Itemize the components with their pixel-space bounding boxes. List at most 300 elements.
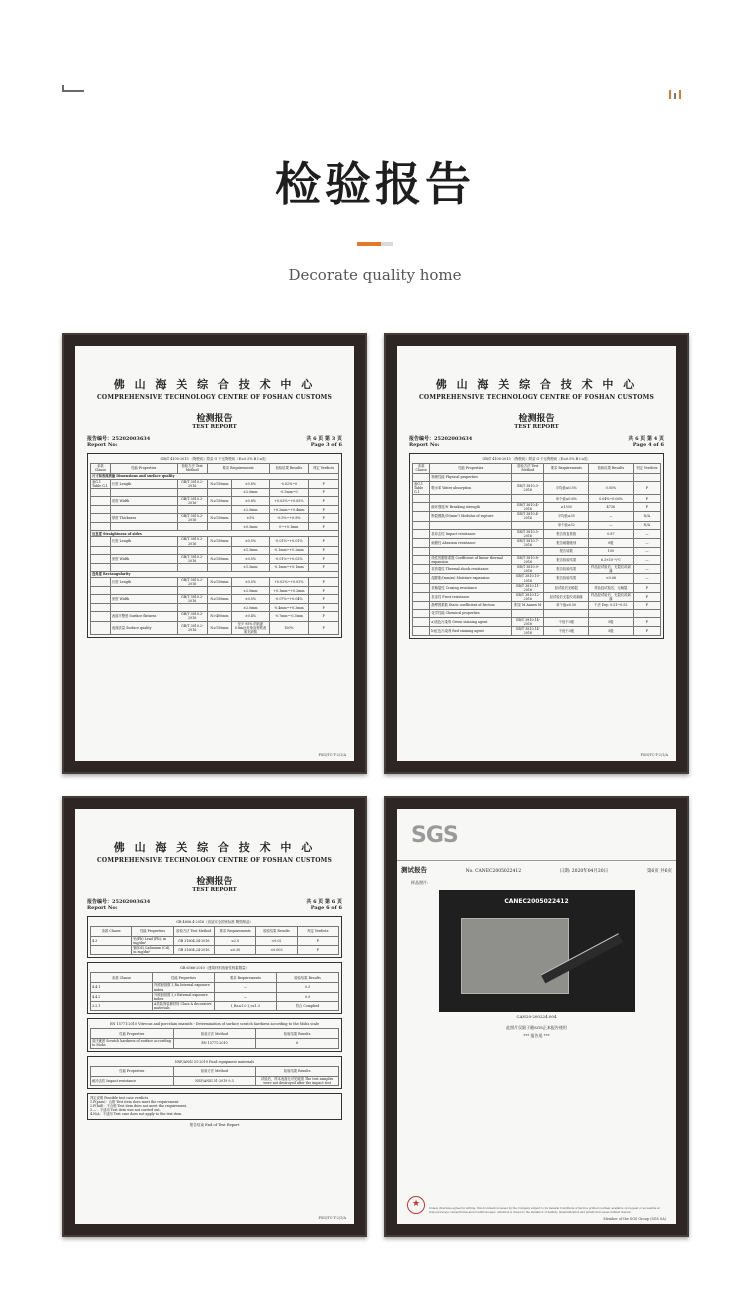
- table-row: [413, 521, 661, 529]
- cell-clause: [413, 602, 430, 610]
- cell-verdict: P: [633, 481, 660, 494]
- cell-result: 100%: [269, 621, 309, 634]
- report-number-en: Report No:: [409, 442, 440, 449]
- column-header: 性能 Properties: [132, 926, 173, 936]
- note-line: 4.N/A：不适用 Test case does not apply to the test item.: [90, 1112, 183, 1117]
- cell-verdict: —: [633, 538, 660, 547]
- col-method: 检验方法 Test Method: [177, 463, 207, 473]
- standard-title: NSF/ANSI 51-2019 Food equipment materials: [174, 1059, 255, 1064]
- fine-print: Unless otherwise agreed in writing, this document is issued by the Company subject to its General Conditions of Service printed overleaf, available on request or accessible at http://www.sgs.com/en/Terms-and-Conditions.aspx. Attention is drawn to the limitation of liability, indemnification and jurisdiction issues defined therein.: [429, 1207, 660, 1214]
- cell-requirement: ≥1300: [544, 503, 589, 512]
- cell-property: 长度 Length: [110, 577, 177, 586]
- seal-icon: [407, 1196, 425, 1214]
- cell-clause: [91, 612, 111, 621]
- table-row: [91, 621, 339, 634]
- cell-method: GB/T 3810.4-2016: [512, 503, 544, 512]
- org-name-cn: 佛 山 海 关 综 合 技 术 中 心: [113, 841, 316, 854]
- cell-method: GB/T 3810.11-2016: [512, 583, 544, 592]
- report-frame-page-3[interactable]: [62, 333, 367, 774]
- table-row: [413, 610, 661, 618]
- cell-verdict: P: [633, 495, 660, 503]
- cell-method: [512, 547, 544, 555]
- column-header: 检验方法 Test Method: [173, 926, 214, 936]
- results-table: [90, 926, 339, 955]
- cell-requirement: ±2.0mm: [232, 488, 269, 496]
- cell-clause: [413, 529, 430, 538]
- cell-requirement: ±0.5%: [232, 595, 269, 604]
- cell-result: +0.1mm~+0.2mm: [269, 587, 309, 595]
- cell-method: GB/T 3810.12-2016: [512, 592, 544, 601]
- cell-property: 静摩擦系数 Static coefficient of friction: [430, 602, 512, 610]
- cell-method: GB/T 3810.2-2016: [177, 479, 207, 488]
- cell-clause: [413, 547, 430, 555]
- table-cell: 耐冲击性 Impact resistance: [91, 1076, 174, 1085]
- table-cell: A类装饰装修材料 Class A decorative materials: [153, 1001, 215, 1010]
- table-cell: 4.3: [91, 936, 132, 945]
- cell-requirement: 单个值≥0.50: [544, 602, 589, 610]
- column-header: 检验结果 Results: [277, 973, 339, 983]
- cell-property: 抗热震性 Thermal shock resistance: [430, 565, 512, 574]
- cell-verdict: P: [309, 595, 339, 604]
- cell-clause: [91, 604, 111, 612]
- table-row: [413, 627, 661, 636]
- cell-requirement: 报告检验结果: [544, 555, 589, 564]
- cell-property: [110, 587, 177, 595]
- section-title: 尺寸和表面质量 Dimensions and surface quality: [91, 473, 339, 479]
- results-box: [87, 916, 342, 959]
- standard-title: GB 4806.4-2016《食品安全国家标准 陶瓷制品》: [176, 919, 253, 924]
- cell-property: [110, 563, 177, 571]
- cell-clause: [91, 496, 111, 505]
- cell-clause: [91, 554, 111, 563]
- photo-note: 此照片仅限于随SGS正本报告使用: [506, 1025, 567, 1030]
- table-cell: 3.2.1: [91, 1001, 153, 1010]
- sample-photo: [439, 890, 635, 1012]
- cell-requirement: ±0.5%: [232, 554, 269, 563]
- table-cell: GB 31604.24-2016: [173, 945, 214, 954]
- table-row: [91, 936, 339, 945]
- cell-method: GB/T 3810.9-2016: [512, 565, 544, 574]
- cell-verdict: N/A: [633, 521, 660, 529]
- cell-requirement: 不低于3级: [544, 627, 589, 636]
- column-header: 条款 Clause: [91, 973, 153, 983]
- cell-size: [207, 604, 232, 612]
- table-row: [413, 555, 661, 564]
- table-row: [91, 514, 339, 523]
- report-number: 报告编号：25202003634: [409, 436, 473, 442]
- page-subtitle: Decorate quality home: [288, 266, 462, 284]
- cell-clause: [91, 587, 111, 595]
- cell-size: N≥150mm: [207, 496, 232, 505]
- cell-requirement: 报告恢复系数: [544, 529, 589, 538]
- cell-verdict: P: [633, 583, 660, 592]
- cell-property: [110, 604, 177, 612]
- cell-clause: [413, 627, 430, 636]
- report-title-en: TEST REPORT: [192, 424, 237, 430]
- cell-property: [430, 495, 512, 503]
- cell-requirement: ±0.5mm: [232, 523, 269, 531]
- cell-method: GB/T 3810.2-2016: [177, 496, 207, 505]
- cell-requirement: 报告转数: [544, 547, 589, 555]
- cell-property: 宽度 Width: [110, 554, 177, 563]
- cell-clause: 表G.1 Table G.1: [91, 479, 111, 488]
- table-row: [413, 495, 661, 503]
- results-box: [87, 1056, 342, 1089]
- table-row: [413, 473, 661, 481]
- cell-result: -0.3mm~0: [269, 488, 309, 496]
- cell-property: [430, 521, 512, 529]
- cell-size: [207, 546, 232, 554]
- cell-method: [512, 495, 544, 503]
- cell-property: 耐磨性 Abrasion resistance: [430, 538, 512, 547]
- cell-method: GB/T 3810.14-2016: [512, 618, 544, 627]
- cell-clause: 表G.1 Table G.1: [413, 481, 430, 494]
- results-table: [90, 972, 339, 1011]
- cell-result: —: [589, 521, 634, 529]
- sgs-number: No. CANEC2005022412: [465, 869, 522, 874]
- report-frame-page-6[interactable]: [62, 796, 367, 1237]
- table-row: [91, 546, 339, 554]
- table-row: [413, 565, 661, 574]
- column-header: 性能 Properties: [91, 1066, 174, 1076]
- cell-result: -0.1mm~+0.2mm: [269, 546, 309, 554]
- cell-result: 0.04%~0.06%: [589, 495, 634, 503]
- results-tables: [87, 916, 342, 1090]
- cell-clause: [91, 546, 111, 554]
- cell-clause: [413, 512, 430, 521]
- cell-clause: [91, 514, 111, 523]
- cell-property: a)浅色污染剂 Green staining agent: [430, 618, 512, 627]
- cell-verdict: —: [633, 565, 660, 574]
- cell-property: 厚度 Thickness: [110, 514, 177, 523]
- sgs-report-frame[interactable]: [384, 796, 689, 1237]
- cell-size: N≥150mm: [207, 554, 232, 563]
- sgs-logo: SGS: [411, 823, 458, 848]
- cell-verdict: —: [633, 529, 660, 538]
- org-name-cn: 佛 山 海 关 综 合 技 术 中 心: [113, 378, 316, 391]
- cell-result: 6.3×10⁻⁶/℃: [589, 555, 634, 564]
- cell-method: [177, 604, 207, 612]
- cell-verdict: P: [309, 537, 339, 546]
- cell-requirement: 不低于3级: [544, 618, 589, 627]
- report-title-cn: 检测报告: [196, 877, 233, 887]
- page-count-cn: 共 6 页 第 6 页: [306, 899, 342, 905]
- report-title-cn: 检测报告: [518, 414, 555, 424]
- cell-clause: [413, 503, 430, 512]
- col-verdicts: 判定 Verdicts: [309, 463, 339, 473]
- cell-requirement: 单个值≥32: [544, 521, 589, 529]
- report-title-en: TEST REPORT: [192, 887, 237, 893]
- table-row: [91, 595, 339, 604]
- cell-size: [207, 587, 232, 595]
- table-cell: —: [215, 992, 277, 1001]
- cell-verdict: —: [633, 574, 660, 583]
- column-header: 检验结果 Results: [256, 1029, 339, 1039]
- cell-requirement: ±5%: [232, 514, 269, 523]
- cell-property: 物理性能 Physical properties: [430, 473, 512, 481]
- cell-requirement: ±0.5%: [232, 577, 269, 586]
- page-count-en: Page 4 of 6: [632, 442, 664, 449]
- cell-method: [177, 488, 207, 496]
- table-row: [413, 503, 661, 512]
- report-number-en: Report No:: [87, 442, 118, 449]
- cell-result: 样品经试验后，无裂纹或剥落: [589, 592, 634, 601]
- cell-result: 样品经试验后，无裂纹或剥落: [589, 565, 634, 574]
- cell-property: [110, 488, 177, 496]
- col-clause: 条款 Clause: [413, 463, 430, 473]
- cell-clause: [413, 521, 430, 529]
- col-clause: 条款 Clause: [91, 463, 111, 473]
- cell-result: 5级: [589, 618, 634, 627]
- cell-verdict: P: [309, 577, 339, 586]
- photo-caption: CANEC2005022412: [504, 898, 569, 905]
- table-cell: NSF/ANSI 51-2019 9.3: [173, 1076, 256, 1085]
- note-line: 2.F(fail)：不合格 Test item does not meet the requirement.: [90, 1104, 188, 1109]
- column-header: 检验方法 Method: [173, 1066, 256, 1076]
- report-meta: [87, 436, 342, 449]
- table-cell: 符合 Complied: [277, 1001, 339, 1010]
- report-sheet: [75, 346, 354, 761]
- cell-clause: [413, 583, 430, 592]
- cell-requirement: ±0.6%: [232, 479, 269, 488]
- table-cell: 0.9: [277, 992, 339, 1001]
- cell-property: 吸水率 Water absorption: [430, 481, 512, 494]
- cell-result: 0~+0.1mm: [269, 523, 309, 531]
- column-header: 要求 Requirements: [215, 973, 277, 983]
- column-header: 检验方法 Method: [173, 1029, 256, 1039]
- table-row: [413, 538, 661, 547]
- cell-clause: [91, 523, 111, 531]
- cell-method: GB/T 3810.7-2016: [512, 538, 544, 547]
- cell-result: —: [589, 512, 634, 521]
- cell-size: [207, 506, 232, 514]
- cell-result: 干法 Dry: 0.51~0.52: [589, 602, 634, 610]
- cell-result: [589, 610, 634, 618]
- column-header: 性能 Properties: [153, 973, 215, 983]
- cell-verdict: [633, 610, 660, 618]
- form-code: FSIQTC-T-2/1/A: [640, 753, 668, 757]
- sgs-date: 日期: 2020年04月20日: [559, 869, 609, 874]
- cell-requirement: ±0.6%: [232, 496, 269, 505]
- corner-ornament-right: [669, 90, 681, 99]
- cell-verdict: P: [309, 612, 339, 621]
- cell-verdict: P: [309, 546, 339, 554]
- cell-method: GB/T 3810.5-2016: [512, 529, 544, 538]
- cell-method: 附录 M Annex M: [512, 602, 544, 610]
- report-sheet: [397, 346, 676, 761]
- cell-result: -0.7mm~-0.3mm: [269, 612, 309, 621]
- cell-property: [430, 547, 512, 555]
- table-cell: 外照射指数 I_r External exposure index: [153, 992, 215, 1001]
- table-cell: 0.3: [277, 983, 339, 992]
- cell-result: -0.07%~+0.04%: [269, 595, 309, 604]
- cell-verdict: [633, 473, 660, 481]
- table-row: [413, 618, 661, 627]
- standard-title: GB/T 4100-2015 《陶瓷砖》附录 G 干压陶瓷砖（E≤0.5% B I a类）: [160, 456, 269, 461]
- table-cell: [91, 945, 132, 954]
- cell-property: 化学性能 Chemical properties: [430, 610, 512, 618]
- cell-result: 4736: [589, 503, 634, 512]
- header-rule: [397, 860, 676, 861]
- cell-size: N≥150mm: [207, 621, 232, 634]
- cell-requirement: 报告检验结果: [544, 574, 589, 583]
- cell-method: [512, 610, 544, 618]
- cell-property: [110, 523, 177, 531]
- cell-requirement: [544, 473, 589, 481]
- table-row: [91, 1001, 339, 1010]
- cell-requirement: 报告耐磨级别: [544, 538, 589, 547]
- table-cell: 4.4.2: [91, 992, 153, 1001]
- page-title: 检验报告: [275, 157, 475, 211]
- table-row: [91, 992, 339, 1001]
- section-title: 直角度 Rectangularity: [91, 571, 339, 577]
- cell-verdict: P: [633, 592, 660, 601]
- results-table: [412, 463, 661, 637]
- report-number: 报告编号：25202003634: [87, 436, 151, 442]
- cell-clause: [91, 563, 111, 571]
- cell-result: -0.02%~0: [269, 479, 309, 488]
- cell-method: [512, 521, 544, 529]
- cell-verdict: P: [309, 514, 339, 523]
- section-title: 边直度 Straightness of sides: [91, 531, 339, 537]
- cell-verdict: N/A: [633, 512, 660, 521]
- table-cell: 镉(Cd) Cadmium (Cd), in mg/dm²: [132, 945, 173, 954]
- cell-result: +0.03%~+0.05%: [269, 496, 309, 505]
- table-row: [91, 479, 339, 488]
- cell-requirement: 报告检验结果: [544, 565, 589, 574]
- table-row: [413, 512, 661, 521]
- report-meta: [87, 899, 342, 912]
- cell-verdict: P: [309, 587, 339, 595]
- report-title-en: TEST REPORT: [514, 424, 559, 430]
- report-frame-page-4[interactable]: [384, 333, 689, 774]
- cell-size: N≥150mm: [207, 537, 232, 546]
- results-box: [87, 962, 342, 1014]
- cell-verdict: P: [309, 604, 339, 612]
- cell-property: 抗冲击性 Impact resistance: [430, 529, 512, 538]
- sgs-report-sheet: [397, 809, 676, 1224]
- cell-method: [512, 473, 544, 481]
- table-cell: 铅(Pb) Lead (Pb), in mg/dm²: [132, 936, 173, 945]
- cell-method: GB/T 3810.8-2016: [512, 555, 544, 564]
- cell-clause: [413, 592, 430, 601]
- cell-property: b)红色污染剂 Red staining agent: [430, 627, 512, 636]
- sgs-member: Member of the SGS Group (SGS SA): [603, 1217, 666, 1221]
- cell-result: [589, 473, 634, 481]
- cell-property: 长度 Length: [110, 479, 177, 488]
- cell-method: GB/T 3810.10-2016: [512, 574, 544, 583]
- cell-verdict: P: [309, 621, 339, 634]
- col-results: 检验结果 Results: [589, 463, 634, 473]
- column-header: 性能 Properties: [91, 1029, 174, 1039]
- col-requirements: 要求 Requirements: [544, 463, 589, 473]
- cell-property: 线性热膨胀系数 Coefficient of linear thermal expansion: [430, 555, 512, 564]
- cell-clause: [413, 610, 430, 618]
- cell-verdict: P: [633, 627, 660, 636]
- end-of-report: 报告结束 End of Test Report: [189, 1122, 240, 1127]
- cell-verdict: P: [309, 488, 339, 496]
- table-cell: GB 31604.34-2016: [173, 936, 214, 945]
- cell-requirement: ±1.5mm: [232, 563, 269, 571]
- cell-requirement: ±2.0mm: [232, 587, 269, 595]
- cell-result: -0.5%~+0.8%: [269, 514, 309, 523]
- sgs-page: 第6页 共6页: [646, 869, 672, 874]
- org-name-en: COMPREHENSIVE TECHNOLOGY CENTRE OF FOSHAN CUSTOMS: [418, 394, 655, 401]
- cell-requirement: 平均值≥35: [544, 512, 589, 521]
- cell-verdict: P: [309, 506, 339, 514]
- cell-requirement: ±0.5%: [232, 537, 269, 546]
- note-line: 1.P(pass)：合格 Test item does meet the requirement.: [90, 1100, 180, 1105]
- cell-method: GB/T 3810.2-2016: [177, 612, 207, 621]
- results-table: [90, 1028, 339, 1048]
- results-box: [87, 453, 342, 638]
- report-meta: [409, 436, 664, 449]
- col-requirements: 要求 Requirements: [207, 463, 269, 473]
- cell-requirement: 至少 95% 的砖距0.8m远处垂直观察表面无缺陷: [232, 621, 269, 634]
- cell-verdict: P: [309, 479, 339, 488]
- cell-clause: [413, 495, 430, 503]
- table-row: [91, 1039, 339, 1048]
- cell-property: 宽度 Width: [110, 595, 177, 604]
- note-line: 3.—：不适用 Test item was not carried out.: [90, 1108, 161, 1113]
- title-divider: [357, 242, 393, 246]
- cell-requirement: ±1.5mm: [232, 546, 269, 554]
- table-row: [91, 1076, 339, 1085]
- cell-method: GB/T 3810.4-2016: [512, 512, 544, 521]
- cell-method: [177, 506, 207, 514]
- note-line: 判定说明 Possible test case verdicts: [90, 1096, 149, 1101]
- table-cell: P: [297, 936, 338, 945]
- cell-requirement: 经试验后无釉裂: [544, 583, 589, 592]
- col-method: 检验方法 Test Method: [512, 463, 544, 473]
- sgs-meta: [397, 865, 676, 874]
- results-table: [90, 463, 339, 635]
- cell-clause: [91, 537, 111, 546]
- table-cell: EN 15771:2010: [173, 1039, 256, 1048]
- report-sheet: [75, 809, 354, 1224]
- cell-property: 湿膨胀/(mm/m) Moisture expansion: [430, 574, 512, 583]
- cell-result: -0.1mm~+0.1mm: [269, 563, 309, 571]
- cell-size: N≥150mm: [207, 595, 232, 604]
- table-row: [413, 481, 661, 494]
- cell-method: GB/T 3810.2-2016: [177, 537, 207, 546]
- table-row: [413, 583, 661, 592]
- cell-size: N>400mm: [207, 612, 232, 621]
- table-row: [91, 612, 339, 621]
- cell-method: GB/T 3810.3-2016: [512, 481, 544, 494]
- results-box: [87, 1018, 342, 1051]
- table-row: [91, 587, 339, 595]
- cell-property: 长度 Length: [110, 537, 177, 546]
- cell-method: GB/T 3810.2-2016: [177, 577, 207, 586]
- cell-result: 0.87: [589, 529, 634, 538]
- cell-size: [207, 523, 232, 531]
- cell-requirement: ±2.0mm: [232, 604, 269, 612]
- cell-verdict: P: [633, 503, 660, 512]
- table-cell: ≤2.0: [214, 936, 255, 945]
- cell-size: N≥150mm: [207, 577, 232, 586]
- table-cell: 4.4.1: [91, 983, 153, 992]
- cell-clause: [91, 595, 111, 604]
- org-name-en: COMPREHENSIVE TECHNOLOGY CENTRE OF FOSHAN CUSTOMS: [96, 394, 333, 401]
- cell-clause: [413, 538, 430, 547]
- cell-requirement: [544, 610, 589, 618]
- table-cell: P: [297, 945, 338, 954]
- report-title-cn: 检测报告: [196, 414, 233, 424]
- cell-property: 抗釉裂性 Crazing resistance: [430, 583, 512, 592]
- cell-clause: [413, 618, 430, 627]
- col-properties: 性能 Properties: [430, 463, 512, 473]
